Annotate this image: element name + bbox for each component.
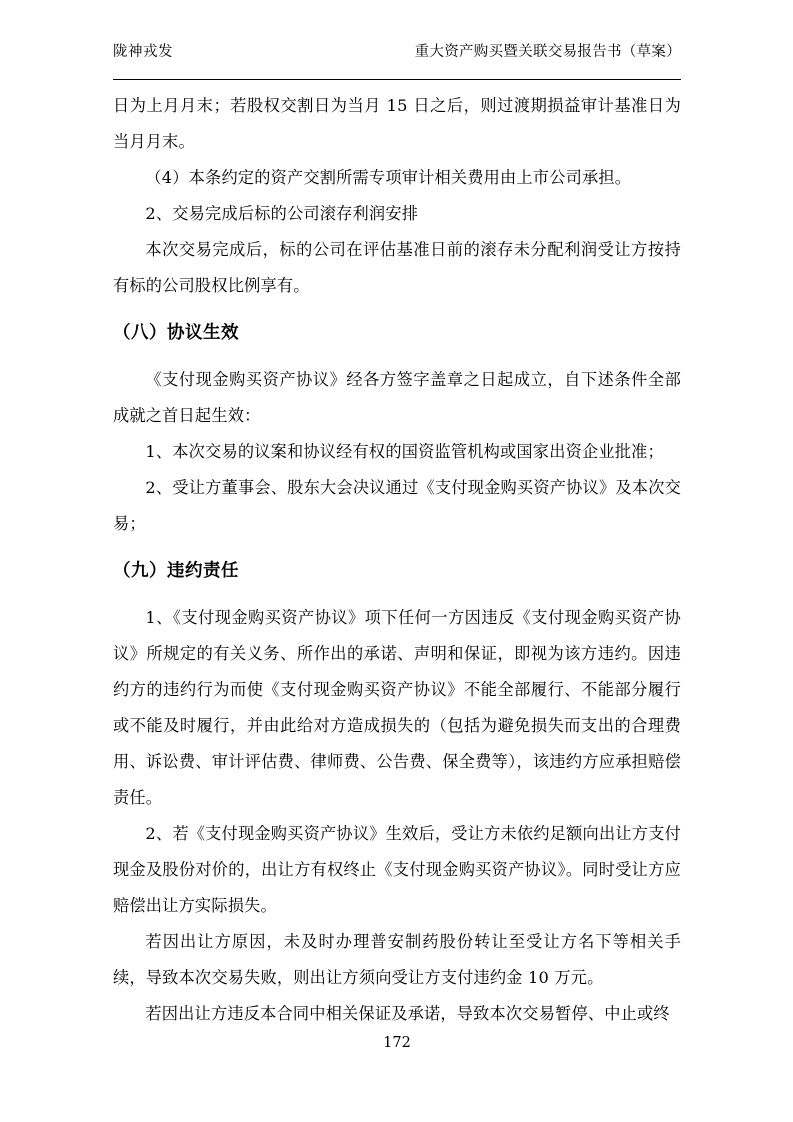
page-number: 172	[383, 1035, 411, 1051]
paragraph-condition-2: 2、受让方董事会、股东大会决议通过《支付现金购买资产协议》及本次交易；	[113, 478, 681, 533]
header-document-title: 重大资产购买暨关联交易报告书（草案）	[414, 44, 681, 60]
paragraph-agreement-effect-intro: 《支付现金购买资产协议》经各方签字盖章之日起成立，自下述条件全部成就之首日起生效：	[113, 370, 681, 425]
paragraph-breach-warranty: 若因出让方违反本合同中相关保证及承诺，导致本次交易暂停、中止或终	[145, 1004, 670, 1023]
section-heading-breach-liability: （九）违约责任	[113, 561, 239, 581]
header-divider	[113, 79, 681, 80]
paragraph-item-4: （4）本条约定的资产交割所需专项审计相关费用由上市公司承担。	[145, 168, 632, 187]
paragraph-continuation: 日为上月月末；若股权交割日为当月 15 日之后，则过渡期损益审计基准日为当月月末。	[113, 96, 681, 151]
section-heading-agreement-effect: （八）协议生效	[113, 323, 239, 343]
page-header	[113, 44, 681, 61]
header-company-name: 陇神戎发	[113, 44, 173, 60]
paragraph-breach-1: 1、《支付现金购买资产协议》项下任何一方因违反《支付现金购买资产协议》所规定的有关义务、所作出的承诺、声明和保证，即视为该方违约。因违约方的违约行为而使《支付现金购买资产协议》不能全部履行、不能部分履行或不能及时履行，并由此给对方造成损失的（包括为避免损失而支出的合理费用、诉讼费、审计评估费、律师费、公告费、保全费等），该违约方应承担赔偿责任。	[113, 608, 681, 807]
paragraph-retained-earnings: 本次交易完成后，标的公司在评估基准日前的滚存未分配利润受让方按持有标的公司股权比例享有。	[113, 240, 681, 295]
paragraph-condition-1: 1、本次交易的议案和协议经有权的国资监管机构或国家出资企业批准；	[145, 442, 664, 461]
paragraph-breach-2: 2、若《支付现金购买资产协议》生效后，受让方未依约足额向出让方支付现金及股份对价的，出让方有权终止《支付现金购买资产协议》。同时受让方应赔偿出让方实际损失。	[113, 824, 681, 915]
paragraph-breach-transferor-delay: 若因出让方原因，未及时办理普安制药股份转让至受让方名下等相关手续，导致本次交易失败，则出让方须向受让方支付违约金 10 万元。	[113, 932, 681, 987]
page-footer	[113, 1035, 681, 1051]
page-content	[113, 0, 681, 1122]
paragraph-item-2-title: 2、交易完成后标的公司滚存利润安排	[145, 204, 419, 223]
page-body	[113, 88, 681, 1032]
